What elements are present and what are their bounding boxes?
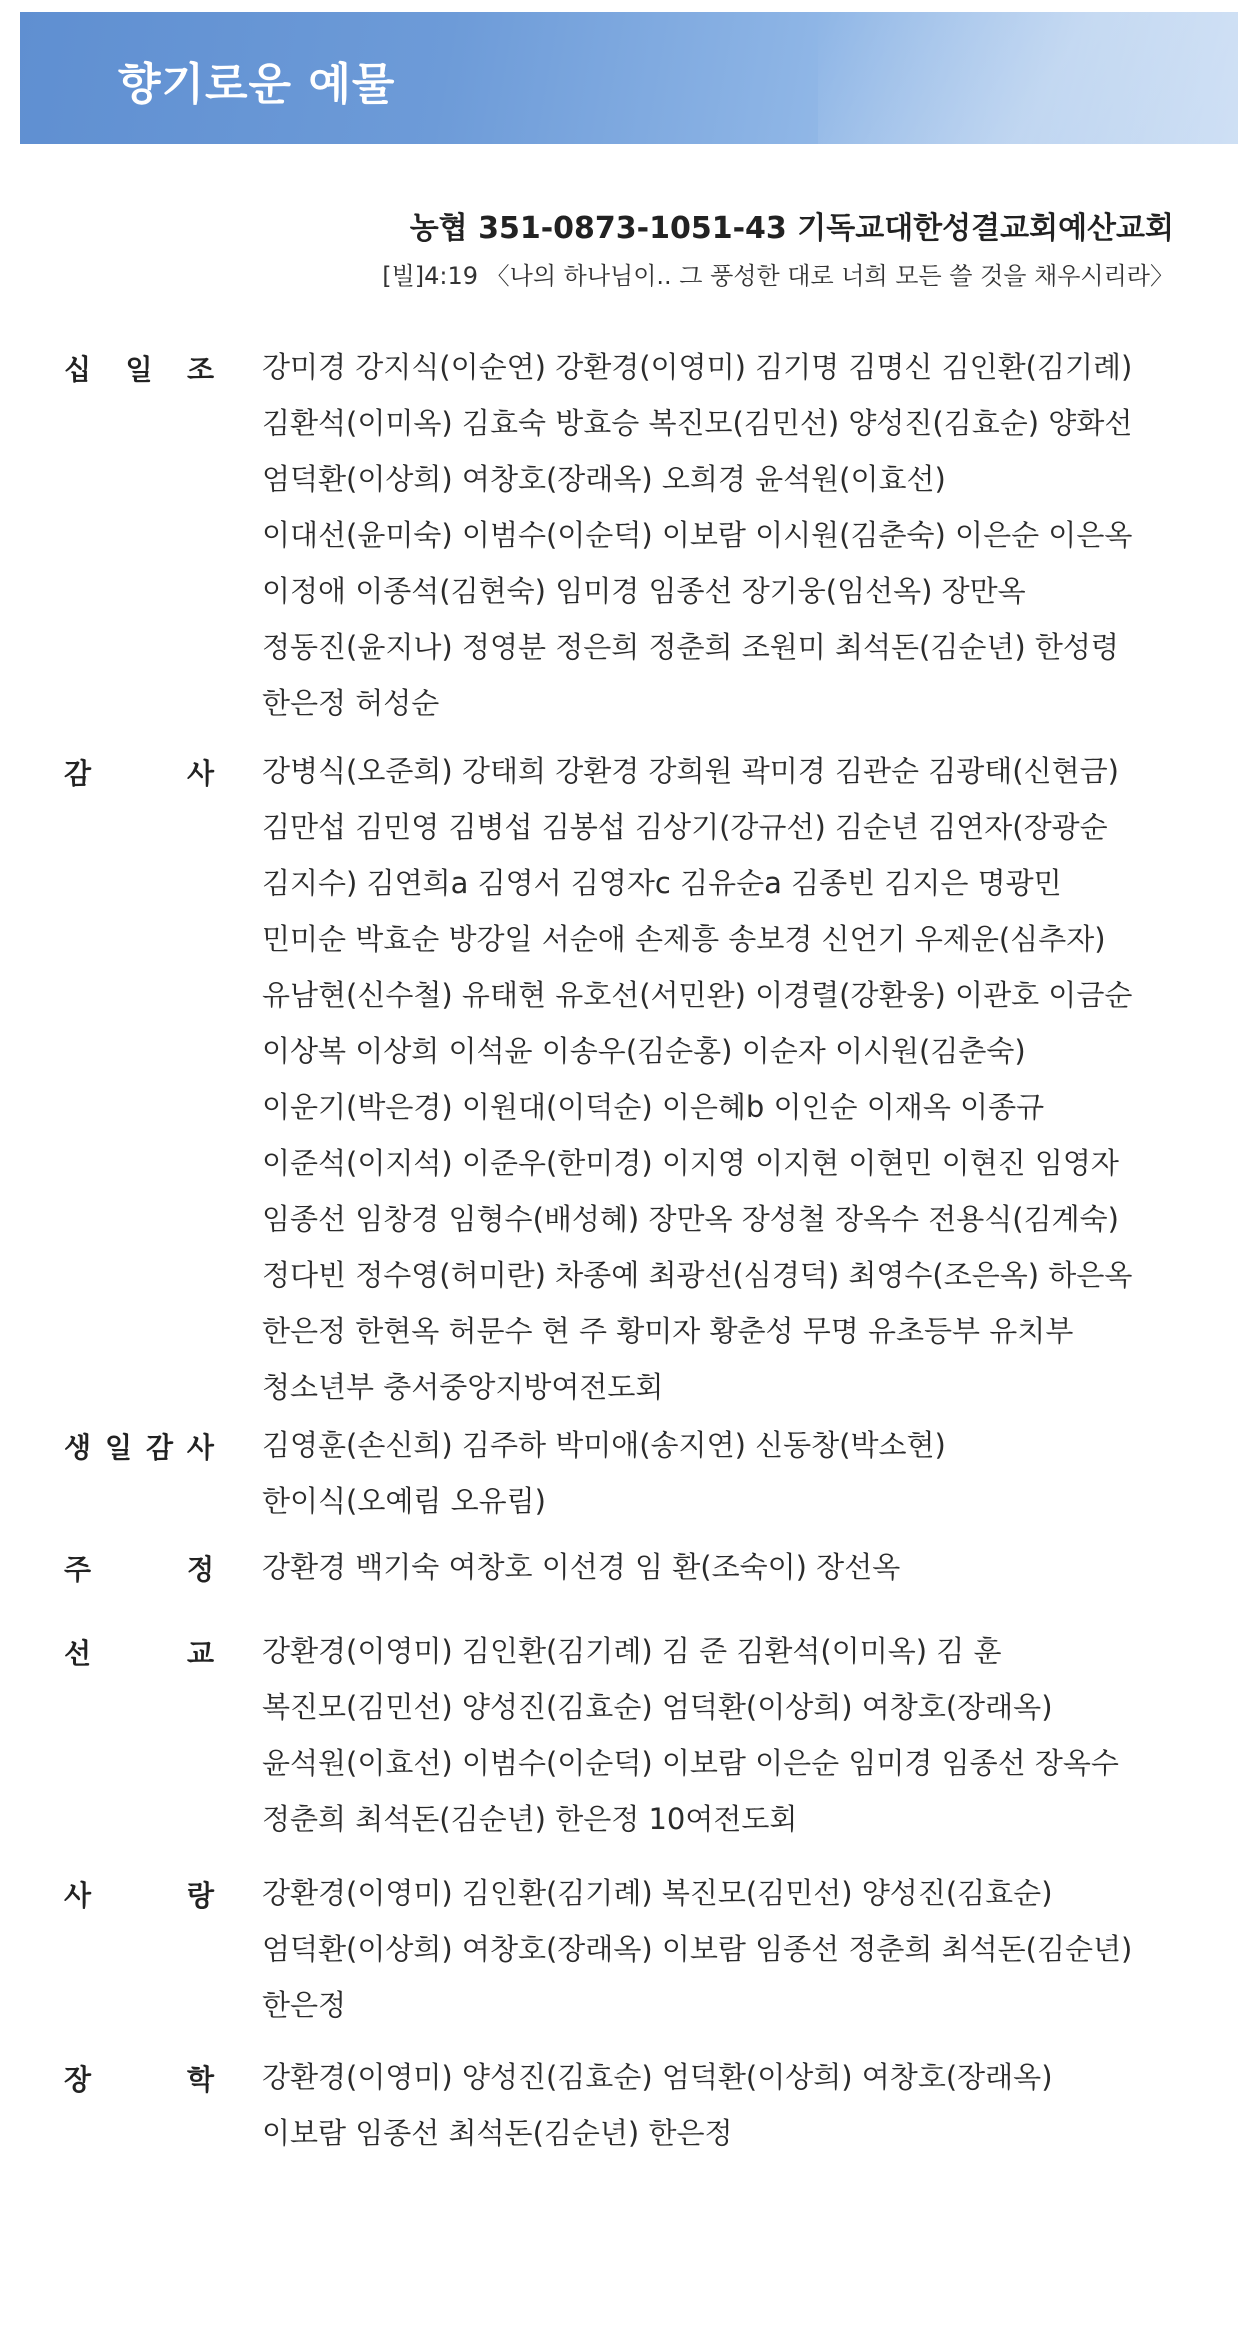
bank-account-info: 농협 351-0873-1051-43 기독교대한성결교회예산교회	[409, 211, 1174, 246]
donor-line: 정춘희 최석돈(김순년) 한은정 10여전도회	[262, 1802, 798, 1836]
donor-line: 엄덕환(이상희) 여창호(장래옥) 이보람 임종선 정춘희 최석돈(김순년)	[262, 1932, 1133, 1966]
donor-line: 이준석(이지석) 이준우(한미경) 이지영 이지현 이현민 이현진 임영자	[262, 1146, 1119, 1180]
donor-line: 강미경 강지식(이순연) 강환경(이영미) 김기명 김명신 김인환(김기례)	[262, 350, 1133, 384]
donor-line: 임종선 임창경 임형수(배성혜) 장만옥 장성철 장옥수 전용식(김계숙)	[262, 1202, 1119, 1236]
section-label: 주 정	[64, 1553, 214, 1586]
title-banner	[20, 12, 1238, 144]
donor-line: 강환경 백기숙 여창호 이선경 임 환(조숙이) 장선옥	[262, 1550, 901, 1584]
donor-line: 윤석원(이효선) 이범수(이순덕) 이보람 이은순 임미경 임종선 장옥수	[262, 1746, 1119, 1780]
donor-line: 한이식(오예림 오유림)	[262, 1484, 546, 1518]
donor-list	[262, 752, 1212, 1424]
donor-line: 청소년부 충서중앙지방여전도회	[262, 1370, 664, 1404]
donor-line: 엄덕환(이상희) 여창호(장래옥) 오희경 윤석원(이효선)	[262, 462, 946, 496]
donor-line: 이정애 이종석(김현숙) 임미경 임종선 장기웅(임선옥) 장만옥	[262, 574, 1026, 608]
donor-line: 이상복 이상희 이석윤 이송우(김순홍) 이순자 이시원(김춘숙)	[262, 1034, 1026, 1068]
section-label: 선 교	[64, 1637, 214, 1670]
donor-line: 이운기(박은경) 이원대(이덕순) 이은혜b 이인순 이재옥 이종규	[262, 1090, 1045, 1124]
section-label: 감 사	[64, 757, 214, 790]
donor-line: 강환경(이영미) 양성진(김효순) 엄덕환(이상희) 여창호(장래옥)	[262, 2060, 1053, 2094]
donor-line: 이보람 임종선 최석돈(김순년) 한은정	[262, 2116, 733, 2150]
donor-line: 유남현(신수철) 유태현 유호선(서민완) 이경렬(강환웅) 이관호 이금순	[262, 978, 1133, 1012]
donor-line: 민미순 박효순 방강일 서순애 손제흥 송보경 신언기 우제운(심추자)	[262, 922, 1106, 956]
donor-line: 정동진(윤지나) 정영분 정은희 정춘희 조원미 최석돈(김순년) 한성령	[262, 630, 1119, 664]
donor-list	[262, 2058, 1212, 2170]
page-title: 향기로운 예물	[118, 59, 396, 110]
donor-line: 한은정	[262, 1988, 347, 2022]
donor-line: 한은정 허성순	[262, 686, 440, 720]
donor-list	[262, 1426, 1212, 1538]
donor-list	[262, 1632, 1212, 1856]
donor-line: 정다빈 정수영(허미란) 차종예 최광선(심경덕) 최영수(조은옥) 하은옥	[262, 1258, 1133, 1292]
donor-line: 김환석(이미옥) 김효숙 방효승 복진모(김민선) 양성진(김효순) 양화선	[262, 406, 1133, 440]
donor-line: 이대선(윤미숙) 이범수(이순덕) 이보람 이시원(김춘숙) 이은순 이은옥	[262, 518, 1133, 552]
donor-line: 복진모(김민선) 양성진(김효순) 엄덕환(이상희) 여창호(장래옥)	[262, 1690, 1053, 1724]
donor-list	[262, 348, 1212, 740]
section-label: 십 일 조	[64, 353, 214, 386]
donor-line: 한은정 한현옥 허문수 현 주 황미자 황춘성 무명 유초등부 유치부	[262, 1314, 1074, 1348]
donor-line: 김지수) 김연희a 김영서 김영자c 김유순a 김종빈 김지은 명광민	[262, 866, 1062, 900]
donor-line: 강환경(이영미) 김인환(김기례) 복진모(김민선) 양성진(김효순)	[262, 1876, 1053, 1910]
donor-list	[262, 1548, 1212, 1604]
section-label: 생 일 감 사	[64, 1431, 214, 1464]
section-label: 장 학	[64, 2063, 214, 2096]
donor-line: 강병식(오준희) 강태희 강환경 강희원 곽미경 김관순 김광태(신현금)	[262, 754, 1119, 788]
donor-line: 강환경(이영미) 김인환(김기례) 김 준 김환석(이미옥) 김 훈	[262, 1634, 1002, 1668]
bible-verse: [빌]4:19 〈나의 하나님이.. 그 풍성한 대로 너희 모든 쓸 것을 채우시리라〉	[382, 262, 1174, 290]
donor-list	[262, 1874, 1212, 2042]
section-label: 사 랑	[64, 1879, 214, 1912]
donor-line: 김영훈(손신희) 김주하 박미애(송지연) 신동창(박소현)	[262, 1428, 946, 1462]
donor-line: 김만섭 김민영 김병섭 김봉섭 김상기(강규선) 김순년 김연자(장광순	[262, 810, 1108, 844]
